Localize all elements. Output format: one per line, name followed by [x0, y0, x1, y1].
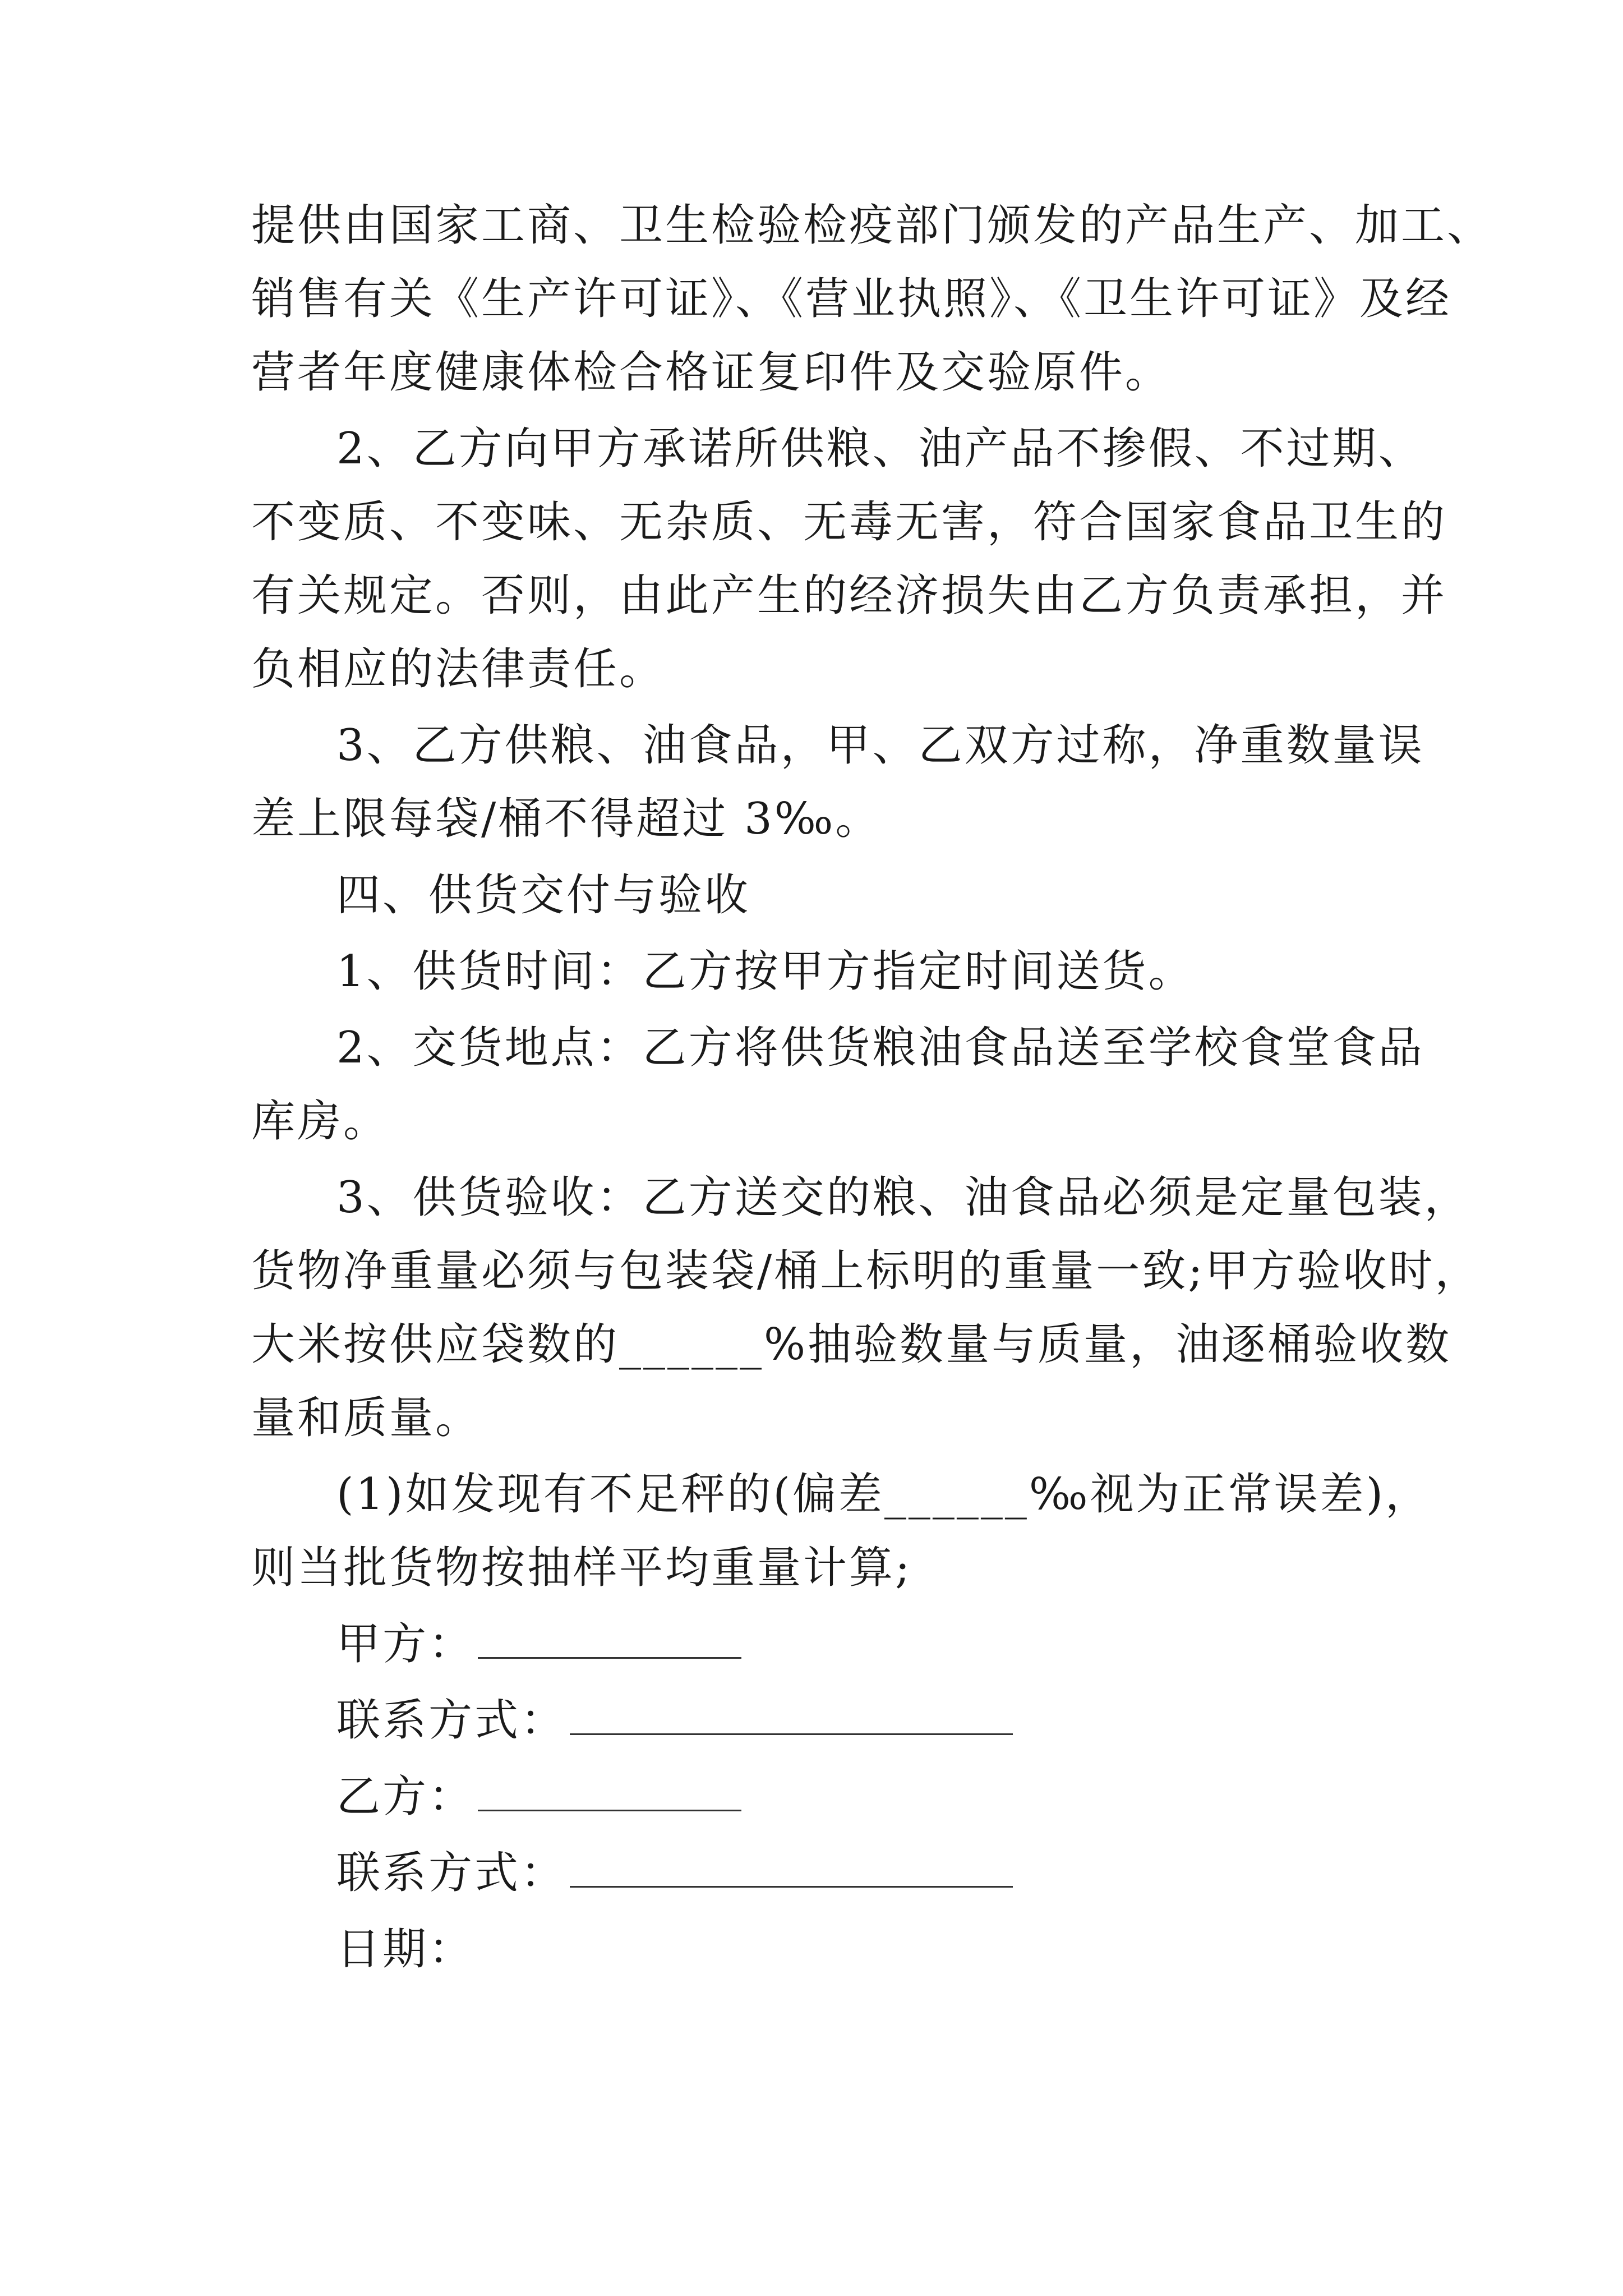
paragraph-line: 则当批货物按抽样平均重量计算;: [251, 1543, 912, 1593]
contact-a-row: [336, 1687, 1013, 1754]
date-label: 日期：: [336, 1924, 475, 1975]
date-row: [336, 1916, 474, 1983]
paragraph-line: 有关规定。否则，由此产生的经济损失由乙方负责承担，并: [251, 570, 1447, 621]
paragraph-line: 2、乙方向甲方承诺所供粮、油产品不掺假、不过期、: [336, 424, 1424, 474]
party-a-blank: [478, 1620, 741, 1659]
contact-a-label: 联系方式：: [336, 1695, 567, 1746]
paragraph-line: 销售有关《生产许可证》、《营业执照》、《卫生许可证》及经: [251, 274, 1452, 324]
paragraph-line: 库房。: [251, 1096, 390, 1147]
paragraph-line: 负相应的法律责任。: [251, 644, 666, 694]
party-a-row: [336, 1611, 741, 1678]
paragraph-line: 差上限每袋/桶不得超过 3‰。: [251, 794, 882, 844]
contact-a-blank: [570, 1696, 1013, 1735]
contact-b-row: [336, 1839, 1013, 1907]
party-a-label: 甲方：: [336, 1619, 475, 1669]
paragraph-line: 营者年度健康体检合格证复印件及交验原件。: [251, 347, 1172, 398]
paragraph-line: 3、乙方供粮、油食品，甲、乙双方过称，净重数量误: [336, 720, 1424, 771]
paragraph-line: 大米按供应袋数的______%抽验数量与质量，油逐桶验收数: [251, 1319, 1452, 1370]
paragraph-line: 1、供货时间：乙方按甲方指定时间送货。: [336, 946, 1195, 997]
paragraph-line: (1)如发现有不足秤的(偏差______‰视为正常误差)，: [336, 1469, 1432, 1520]
contact-b-blank: [570, 1849, 1013, 1888]
paragraph-line: 量和质量。: [251, 1393, 482, 1443]
paragraph-line: 不变质、不变味、无杂质、无毒无害，符合国家食品卫生的: [251, 497, 1447, 547]
party-b-label: 乙方：: [336, 1772, 475, 1822]
party-b-row: [336, 1763, 741, 1830]
paragraph-line: 3、供货验收：乙方送交的粮、油食品必须是定量包装，: [336, 1172, 1470, 1223]
paragraph-line: 货物净重量必须与包装袋/桶上标明的重量一致;甲方验收时，: [251, 1246, 1481, 1296]
paragraph-line: 2、交货地点：乙方将供货粮油食品送至学校食堂食品: [336, 1023, 1424, 1073]
contact-b-label: 联系方式：: [336, 1848, 567, 1898]
section-heading: 四、供货交付与验收: [336, 870, 751, 921]
party-b-blank: [478, 1773, 741, 1811]
paragraph-line: 提供由国家工商、卫生检验检疫部门颁发的产品生产、加工、: [251, 200, 1493, 251]
